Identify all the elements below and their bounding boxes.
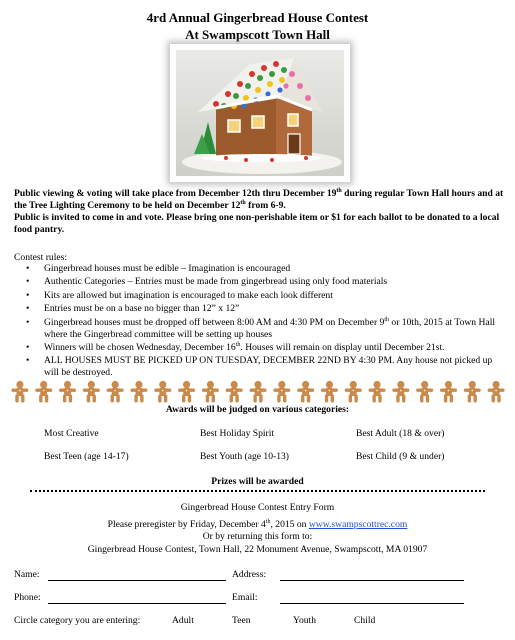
superscript: th <box>384 316 390 323</box>
list-item <box>14 342 504 354</box>
rule-text: Gingerbread houses must be dropped off between 8:00 AM and 4:30 PM on December 9 <box>44 316 385 328</box>
category-best-child: Best Child (9 & under) <box>356 451 445 462</box>
preregister-text <box>0 519 515 530</box>
rules-heading: Contest rules: <box>14 252 68 263</box>
gingerbread-man-icon <box>59 381 76 403</box>
category-label: Circle category you are entering: <box>14 615 141 626</box>
name-field[interactable] <box>48 580 226 581</box>
gingerbread-man-icon <box>392 381 409 403</box>
gingerbread-man-icon <box>345 381 362 403</box>
page-title: 4rd Annual Gingerbread House Contest <box>146 10 369 25</box>
category-option-adult[interactable]: Adult <box>172 615 194 626</box>
gingerbread-man-icon <box>107 381 124 403</box>
superscript: th <box>265 518 271 525</box>
photo-frame <box>170 44 350 182</box>
form-title: Gingerbread House Contest Entry Form <box>180 502 335 513</box>
gingerbread-man-icon <box>416 381 433 403</box>
gingerbread-men-row <box>8 380 508 404</box>
intro-paragraph-2: Public is invited to come in and vote. Please bring one non-perishable item or $1 for each ballot to be donated to a local food pantry. <box>14 212 500 235</box>
gingerbread-house-icon <box>176 50 344 176</box>
list-item <box>14 263 504 275</box>
gingerbread-man-icon <box>321 381 338 403</box>
awards-heading: Awards will be judged on various categories: <box>165 404 350 415</box>
rule-text: Gingerbread houses must be edible – Imagination is encouraged <box>44 263 291 274</box>
category-option-youth[interactable]: Youth <box>293 615 317 626</box>
rule-text: Kits are allowed but imagination is encouraged to make each look different <box>44 289 333 301</box>
email-label: Email: <box>232 592 258 603</box>
address-label: Address: <box>232 569 267 580</box>
gingerbread-man-icon <box>11 381 28 403</box>
gingerbread-house-photo <box>176 50 344 176</box>
gingerbread-man-icon <box>202 381 219 403</box>
list-item <box>14 303 504 315</box>
gingerbread-man-icon <box>297 381 314 403</box>
category-best-teen: Best Teen (age 14-17) <box>44 451 129 462</box>
rule-text: Entries must be on a base no bigger than 12” x 12” <box>44 303 240 315</box>
phone-field[interactable] <box>48 603 226 604</box>
gingerbread-man-icon <box>250 381 267 403</box>
rule-text: Winners will be chosen Wednesday, December 16 <box>44 341 236 353</box>
gingerbread-man-icon <box>178 381 195 403</box>
category-option-teen[interactable]: Teen <box>232 615 251 626</box>
prereg-text-part: , 2015 on <box>270 519 309 530</box>
list-item <box>14 290 504 302</box>
category-holiday-spirit: Best Holiday Spirit <box>200 428 275 439</box>
gingerbread-man-icon <box>488 381 505 403</box>
category-option-child[interactable]: Child <box>354 615 376 626</box>
returning-text: Or by returning this form to: <box>202 531 313 542</box>
phone-label: Phone: <box>14 592 41 603</box>
intro-paragraph-1 <box>14 188 504 212</box>
mailing-address: Gingerbread House Contest, Town Hall, 22 Monument Avenue, Swampscott, MA 01907 <box>87 544 428 555</box>
rule-text: ALL HOUSES MUST BE PICKED UP ON TUESDAY, DECEMBER 22ND BY 4:30 PM. Any house not picked up will be destroyed. <box>44 355 493 379</box>
superscript: th <box>240 199 246 206</box>
gingerbread-man-icon <box>369 381 386 403</box>
dotted-divider <box>30 490 485 492</box>
address-field[interactable] <box>280 580 464 581</box>
category-most-creative: Most Creative <box>44 428 99 439</box>
intro-text-part: during regular Town Hall hours and at the Tree Lighting Ceremony to be held on December 12 <box>14 188 504 211</box>
superscript: th <box>235 341 241 348</box>
gingerbread-man-icon <box>130 381 147 403</box>
gingerbread-man-icon <box>83 381 100 403</box>
category-best-youth: Best Youth (age 10-13) <box>200 451 290 462</box>
page-subtitle: At Swampscott Town Hall <box>185 27 330 42</box>
rules-list <box>14 263 504 381</box>
bullet-icon: • <box>26 341 30 353</box>
bullet-icon: • <box>26 303 30 315</box>
list-item <box>14 276 504 288</box>
gingerbread-men-divider <box>8 380 508 404</box>
list-item <box>14 355 504 379</box>
superscript: th <box>336 187 342 194</box>
bullet-icon: • <box>26 276 30 288</box>
rule-text: Authentic Categories – Entries must be made from gingerbread using only food materials <box>44 276 388 288</box>
rule-text: . Houses will remain on display until December 21st. <box>240 341 445 353</box>
rule-text: or 10th, 2015 at Town Hall where the Gingerbread committee will be setting up houses <box>44 316 496 340</box>
list-item <box>14 317 504 341</box>
gingerbread-man-icon <box>273 381 290 403</box>
bullet-icon: • <box>26 263 30 274</box>
gingerbread-man-icon <box>154 381 171 403</box>
intro-text-part: Public viewing & voting will take place from December 12th thru December 19 <box>14 188 337 199</box>
category-best-adult: Best Adult (18 & over) <box>356 428 445 439</box>
prereg-text-part: Please preregister by Friday, December 4 <box>107 519 266 530</box>
gingerbread-man-icon <box>226 381 243 403</box>
website-link[interactable]: www.swampscottrec.com <box>308 519 408 530</box>
prizes-text: Prizes will be awarded <box>211 476 304 487</box>
gingerbread-man-icon <box>440 381 457 403</box>
email-field[interactable] <box>280 603 464 604</box>
name-label: Name: <box>14 569 40 580</box>
gingerbread-man-icon <box>464 381 481 403</box>
gingerbread-man-icon <box>35 381 52 403</box>
bullet-icon: • <box>26 289 30 301</box>
intro-text <box>14 188 504 236</box>
intro-text-part: from 6-9. <box>245 200 286 211</box>
bullet-icon: • <box>26 355 30 367</box>
bullet-icon: • <box>26 316 30 328</box>
